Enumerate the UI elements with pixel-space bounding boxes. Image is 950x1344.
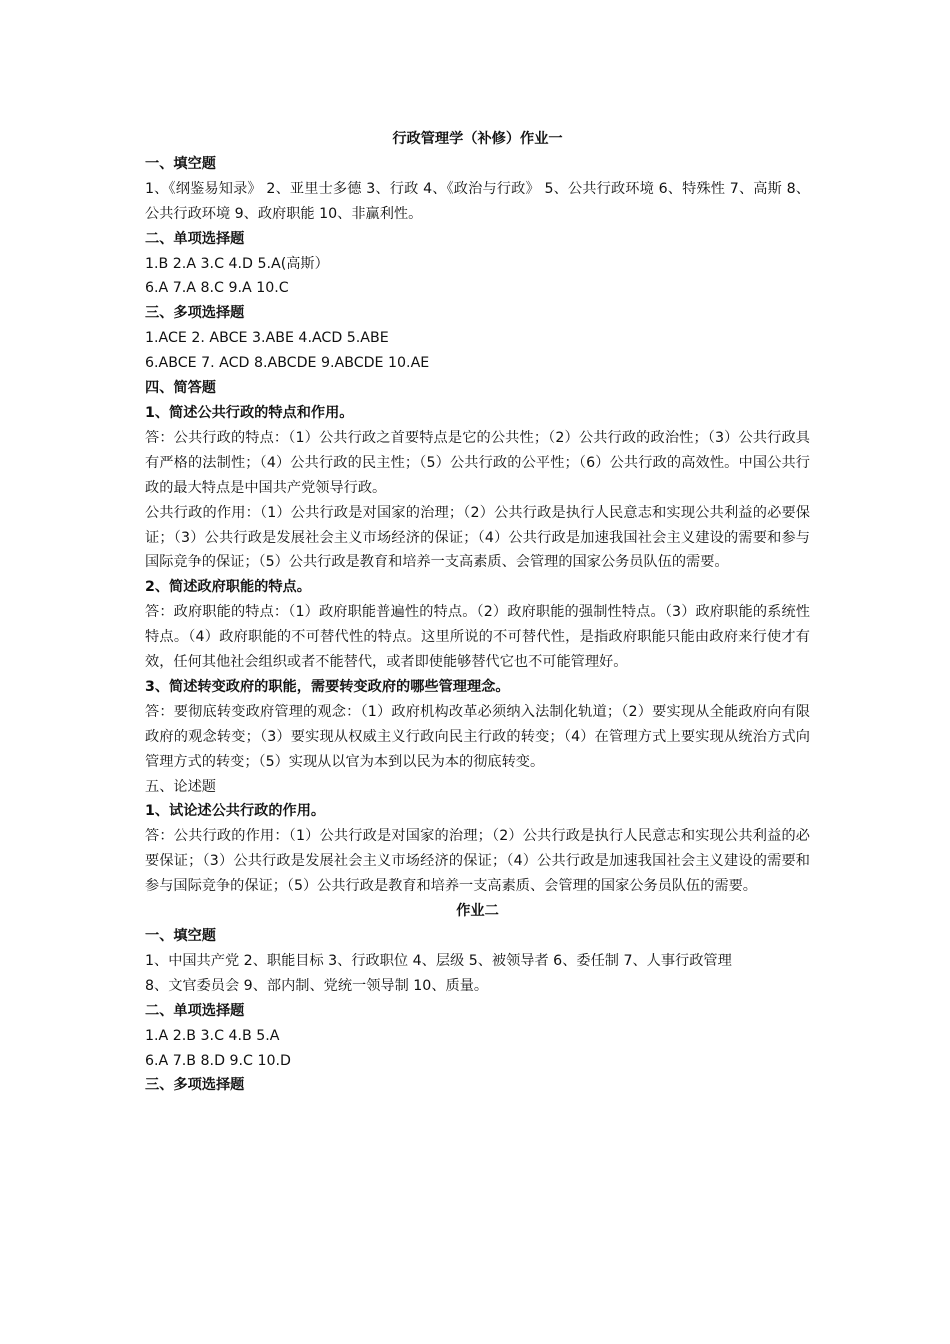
assignment-2-multi-heading: 三、多项选择题 [145, 1077, 245, 1094]
question-1-answer-features: 答：公共行政的特点：（1）公共行政之首要特点是它的公共性；（2）公共行政的政治性；（3）公共行政具有严格的法制性；（4）公共行政的民主性；（5）公共行政的公平性；（6）公共行政的高效性。中国公共行政的最大特点是中国共产党领导行政。 [145, 429, 810, 496]
document-title: 行政管理学（补修）作业一 [392, 131, 563, 147]
assignment-2-single-heading: 二、单项选择题 [145, 1002, 245, 1019]
multi-answers-line-2: 6.ABCE 7. ACD 8.ABCDE 9.ABCDE 10.AE [145, 355, 430, 372]
assignment-2-fill-heading: 一、填空题 [145, 928, 216, 944]
question-3-answer: 答：要彻底转变政府管理的观念：（1）政府机构改革必须纳入法制化轨道；（2）要实现从全能政府向有限政府的观念转变；（3）要实现从权威主义行政向民主行政的转变；（4）在管理方式上要实现从统治方式向管理方式的转变；（5）实现从以官为本到以民为本的彻底转变。 [145, 703, 810, 770]
section-heading-multi: 三、多项选择题 [145, 305, 245, 322]
assignment-2-single-line-1: 1.A 2.B 3.C 4.B 5.A [145, 1027, 280, 1044]
document-page [145, 127, 810, 1098]
question-1-title: 1、简述公共行政的特点和作用。 [145, 404, 354, 421]
multi-answers-line-1: 1.ACE 2. ABCE 3.ABE 4.ACD 5.ABE [145, 330, 389, 347]
section-heading-short: 四、简答题 [145, 380, 216, 397]
question-1-answer-roles: 公共行政的作用：（1）公共行政是对国家的治理；（2）公共行政是执行人民意志和实现公共利益的必要保证；（3）公共行政是发展社会主义市场经济的保证；（4）公共行政是加速我国社会主义建设的需要和参与国际竞争的保证；（5）公共行政是教育和培养一支高素质、会管理的国家公务员队伍的需要。 [145, 504, 810, 571]
assignment-2-fill-line-1: 1、中国共产党 2、职能目标 3、行政职位 4、层级 5、被领导者 6、委任制 7、人事行政管理 [145, 952, 732, 969]
section-heading-essay: 五、论述题 [145, 778, 216, 795]
assignment-2-title: 作业二 [456, 903, 499, 920]
fill-answers: 1、《纲鉴易知录》 2、亚里士多德 3、行政 4、《政治与行政》 5、公共行政环境 6、特殊性 7、高斯 8、公共行政环境 9、政府职能 10、非赢利性。 [145, 180, 810, 222]
assignment-2-fill-line-2: 8、文官委员会 9、部内制、党统一领导制 10、质量。 [145, 977, 489, 994]
question-2-title: 2、简述政府职能的特点。 [145, 579, 311, 596]
section-heading-single: 二、单项选择题 [145, 230, 245, 247]
single-answers-line-2: 6.A 7.A 8.C 9.A 10.C [145, 280, 289, 297]
section-heading-fill: 一、填空题 [145, 155, 216, 172]
essay-1-answer: 答：公共行政的作用：（1）公共行政是对国家的治理；（2）公共行政是执行人民意志和实现公共利益的必要保证；（3）公共行政是发展社会主义市场经济的保证；（4）公共行政是加速我国社会主义建设的需要和参与国际竞争的保证；（5）公共行政是教育和培养一支高素质、会管理的国家公务员队伍的需要。 [145, 828, 810, 895]
essay-1-title: 1、试论述公共行政的作用。 [145, 803, 326, 820]
assignment-2-single-line-2: 6.A 7.B 8.D 9.C 10.D [145, 1052, 291, 1069]
single-answers-line-1: 1.B 2.A 3.C 4.D 5.A(高斯） [145, 255, 329, 272]
question-2-answer: 答：政府职能的特点：（1）政府职能普遍性的特点。（2）政府职能的强制性特点。（3）政府职能的系统性特点。（4）政府职能的不可替代性的特点。这里所说的不可替代性，是指政府职能只能由政府来行使才有效，任何其他社会组织或者不能替代，或者即使能够替代它也不可能管理好。 [145, 604, 810, 671]
question-3-title: 3、简述转变政府的职能，需要转变政府的哪些管理理念。 [145, 678, 510, 695]
